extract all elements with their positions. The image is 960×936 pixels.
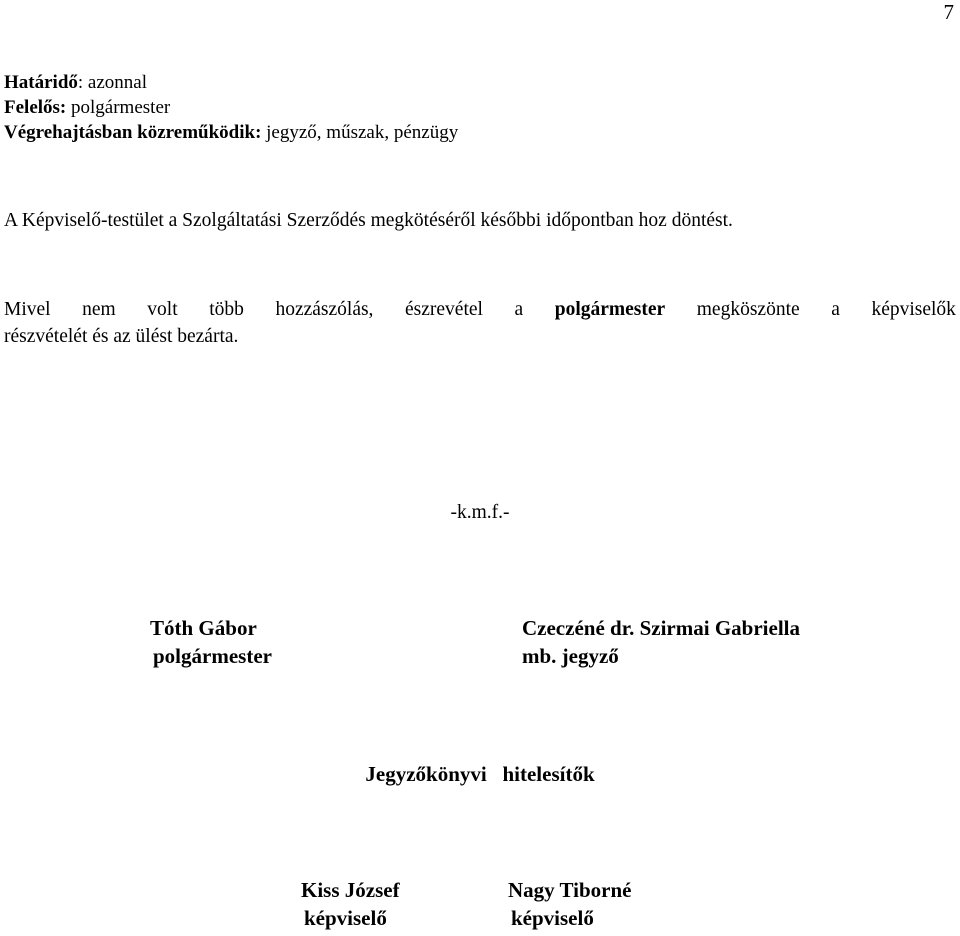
closing-word: nem (82, 299, 116, 320)
notary-name: Czeczéné dr. Szirmai Gabriella (522, 616, 800, 640)
closing-word: észrevétel (405, 299, 483, 320)
authenticator-1-role: képviselő (304, 906, 387, 930)
cooperating-row (4, 120, 458, 145)
closing-word: Mivel (4, 299, 51, 320)
closing-word: hozzászólás, (275, 299, 374, 320)
responsible-row (4, 95, 458, 120)
notary-role: mb. jegyző (522, 644, 619, 668)
closing-word: képviselők (871, 299, 956, 320)
kmf-mark: -k.m.f.- (450, 502, 510, 523)
closing-line-2: részvételét és az ülést bezárta. (4, 326, 239, 347)
deadline-row (4, 70, 458, 95)
deadline-value: : azonnal (77, 72, 147, 93)
cooperating-label: Végrehajtásban közreműködik: (4, 122, 262, 143)
responsible-value: polgármester (66, 97, 171, 118)
closing-word: a (831, 299, 840, 320)
notary-signature (522, 614, 800, 670)
deadline-label: Határidő (4, 72, 78, 93)
responsible-label: Felelős: (4, 97, 67, 118)
authenticator-2-signature (508, 876, 632, 932)
closing-word: volt (147, 299, 178, 320)
closing-paragraph (4, 296, 956, 350)
decision-paragraph: A Képviselő-testület a Szolgáltatási Szerződés megkötéséről későbbi időpontban hoz döntést. (4, 210, 733, 231)
closing-word: több (209, 299, 244, 320)
closing-word: megköszönte (696, 299, 800, 320)
authenticator-2-name: Nagy Tiborné (508, 878, 632, 902)
closing-line-1 (4, 296, 956, 323)
authenticator-1-name: Kiss József (301, 878, 400, 902)
authenticator-2-role: képviselő (511, 906, 594, 930)
closing-bold-word: polgármester (554, 299, 666, 320)
authenticators-heading: Jegyzőkönyvi hitelesítők (365, 762, 595, 786)
mayor-signature (150, 614, 272, 670)
closing-word: a (514, 299, 524, 320)
page-number: 7 (943, 0, 954, 24)
mayor-name: Tóth Gábor (150, 616, 257, 640)
authenticator-1-signature (301, 876, 400, 932)
resolution-meta (4, 70, 458, 145)
mayor-role: polgármester (153, 644, 272, 668)
cooperating-value: jegyző, műszak, pénzügy (261, 122, 459, 143)
